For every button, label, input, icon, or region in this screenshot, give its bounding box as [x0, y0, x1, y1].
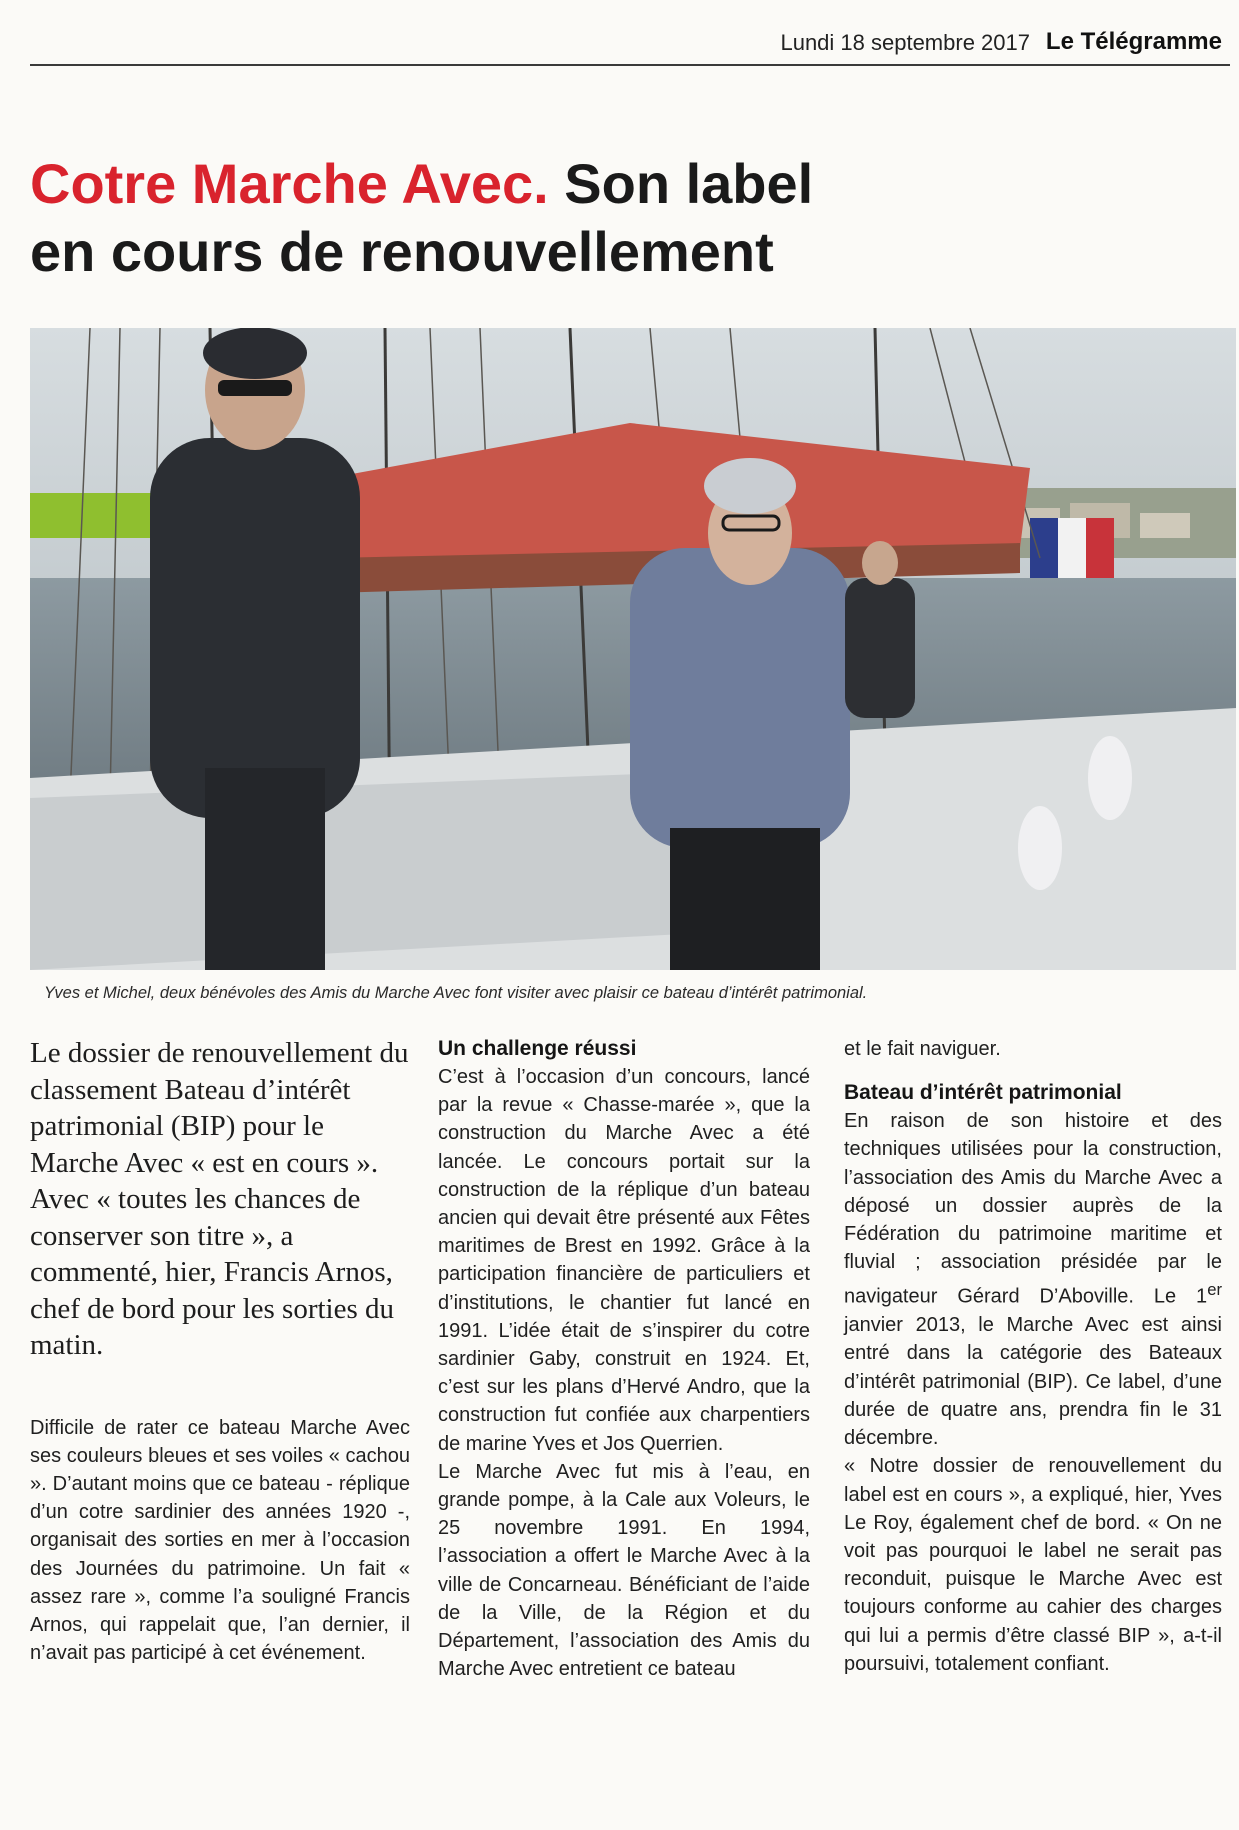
column-2 [438, 1035, 810, 1683]
ordinal-suffix: er [1207, 1280, 1222, 1300]
section-heading-bip: Bateau d’intérêt patrimonial [844, 1081, 1122, 1105]
photo-illustration [30, 328, 1236, 970]
section-1-paragraph-3: et le fait naviguer. [844, 1038, 1001, 1060]
column-1-body: Difficile de rater ce bateau Marche Avec ses couleurs bleues et ses voiles « cachou ». D’autant moins que ce bateau - réplique d’un cotre sardinier des années 1920 -, organisait des sorties en mer à l’occasion des Journées du patrimoine. Un fait « assez rare », comme l’a souligné Francis Arnos, qui rappelait que, l’an dernier, il n’avait pas participé à cet événement. [30, 1416, 410, 1665]
section-2-paragraph-1: En raison de son histoire et des techniques utilisées pour la construction, l’association des Amis du Marche Avec a déposé un dossier auprès de la Fédération du patrimoine maritime et fluvial ; association présidée par le navigateur Gérard D’Aboville. Le 1er janvier 2013, le Marche Avec est ainsi entré dans la catégorie des Bateaux d’intérêt patrimonial (BIP). Ce label, d’une durée de quatre ans, prendra fin le 31 décembre. [844, 1110, 1222, 1450]
article-headline [30, 150, 1030, 286]
article-photo [30, 328, 1236, 970]
flag-blue [1030, 518, 1058, 578]
photo-caption: Yves et Michel, deux bénévoles des Amis du Marche Avec font visiter avec plaisir ce bateau d’intérêt patrimonial. [44, 984, 868, 1002]
newspaper-name: Le Télégramme [1045, 28, 1222, 55]
section-1-paragraph-1: C’est à l’occasion d’un concours, lancé par la revue « Chasse-marée », que la construction du Marche Avec a été lancée. Le concours portait sur la construction de la réplique d’un bateau ancien qui devait être présenté aux Fêtes maritimes de Brest en 1992. Grâce à la participation financière de particuliers et d’institutions, le chantier fut lancé en 1991. L’idée était de s’inspirer du cotre sardinier Gaby, construit en 1924. Et, c’est sur les plans d’Hervé Andro, que la construction fut confiée aux charpentiers de marine Yves et Jos Querrien. [438, 1066, 810, 1455]
flag-red [1086, 518, 1114, 578]
section-2-paragraph-2: « Notre dossier de renouvellement du label est en cours », a expliqué, hier, Yves Le Roy, également chef de bord. « On ne voit pas pourquoi le label ne serait pas reconduit, puisque le Marche Avec est toujours conforme au cahier des charges qui lui a permis d’être classé BIP », a-t-il poursuivi, totalement confiant. [844, 1455, 1222, 1675]
article-lead: Le dossier de renouvellement du classement Bateau d’intérêt patrimonial (BIP) pour le Marche Avec « est en cours ». Avec « toutes les chances de conserver son titre », a commenté, hier, Francis Arnos, chef de bord pour les sorties du matin. [30, 1037, 409, 1361]
column-1 [30, 1035, 410, 1667]
headline-part-2: en cours de renouvellement [30, 220, 774, 283]
fender [1018, 806, 1062, 890]
headline-part-1: Son label [548, 152, 814, 215]
section-1-paragraph-2: Le Marche Avec fut mis à l’eau, en grande pompe, à la Cale aux Voleurs, le 25 novembre 1991. En 1994, l’association a offert le Marche Avec à la ville de Concarneau. Bénéficiant de l’aide de la Ville, de la Région et du Département, l’association des Amis du Marche Avec entretient ce bateau [438, 1460, 810, 1681]
section-heading-challenge: Un challenge réussi [438, 1037, 637, 1060]
column-3 [844, 1035, 1222, 1678]
fender [1088, 736, 1132, 820]
flag-white [1058, 518, 1086, 578]
headline-kicker: Cotre Marche Avec. [30, 152, 549, 215]
page-header [30, 24, 1230, 66]
issue-date: Lundi 18 septembre 2017 [780, 30, 1030, 55]
